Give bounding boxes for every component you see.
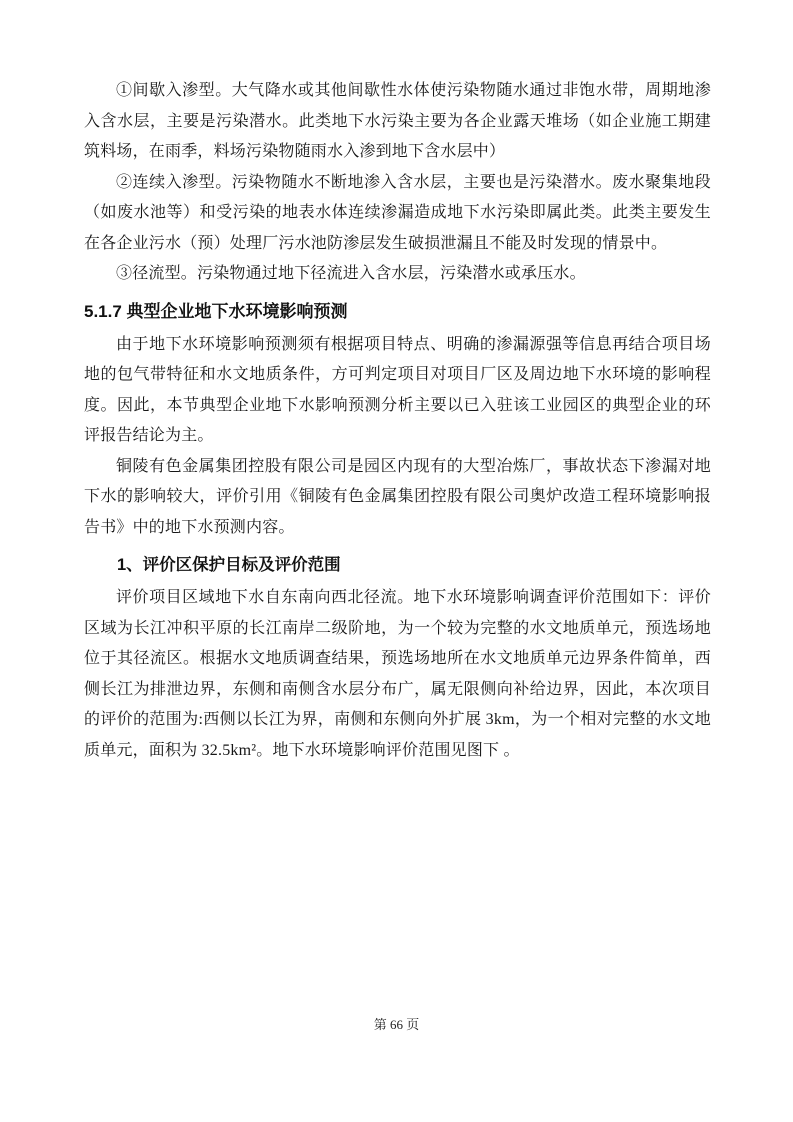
paragraph-evaluation-area: 评价项目区域地下水自东南向西北径流。地下水环境影响调查评价范围如下：评价区域为长江冲积平原的长江南岸二级阶地，为一个较为完整的水文地质单元，预选场地位于其径流区。根据水文地质调查结果，预选场地所在水文地质单元边界条件简单，西侧长江为排泄边界，东侧和南侧含水层分布广，属无限侧向补给边界，因此，本次项目的评价的范围为:西侧以长江为界，南侧和东侧向外扩展 3km，为一个相对完整的水文地质单元，面积为 32.5km²。地下水环境影响评价范围见图下 。 xyxy=(84,589,711,759)
subheading-evaluation-targets-scope: 1、评价区保护目标及评价范围 xyxy=(117,556,341,574)
page-content xyxy=(84,76,711,766)
paragraph-continuous-infiltration: ②连续入渗型。污染物随水不断地渗入含水层，主要也是污染潜水。废水聚集地段（如废水池等）和受污染的地表水体连续渗漏造成地下水污染即属此类。此类主要发生在各企业污水（预）处理厂污水池防渗层发生破损泄漏且不能及时发现的情景中。 xyxy=(84,173,711,252)
paragraph-runoff-type: ③径流型。污染物通过地下径流进入含水层，污染潜水或承压水。 xyxy=(116,265,586,282)
paragraph-prediction-basis: 由于地下水环境影响预测须有根据项目特点、明确的渗漏源强等信息再结合项目场地的包气带特征和水文地质条件，方可判定项目对项目厂区及周边地下水环境的影响程度。因此，本节典型企业地下水影响预测分析主要以已入驻该工业园区的典型企业的环评报告结论为主。 xyxy=(84,335,711,444)
page-number-label: 第 66 页 xyxy=(373,1017,420,1032)
paragraph-tongling-company: 铜陵有色金属集团控股有限公司是园区内现有的大型冶炼厂，事故状态下渗漏对地下水的影响较大，评价引用《铜陵有色金属集团控股有限公司奥炉改造工程环境影响报告书》中的地下水预测内容。 xyxy=(84,457,711,536)
section-heading-5-1-7: 5.1.7 典型企业地下水环境影响预测 xyxy=(84,301,348,321)
paragraph-intermittent-infiltration: ①间歇入渗型。大气降水或其他间歇性水体使污染物随水通过非饱水带，周期地渗入含水层，主要是污染潜水。此类地下水污染主要为各企业露天堆场（如企业施工期建筑料场，在雨季，料场污染物随雨水入渗到地下含水层中） xyxy=(84,82,711,160)
page-footer xyxy=(0,1016,793,1034)
